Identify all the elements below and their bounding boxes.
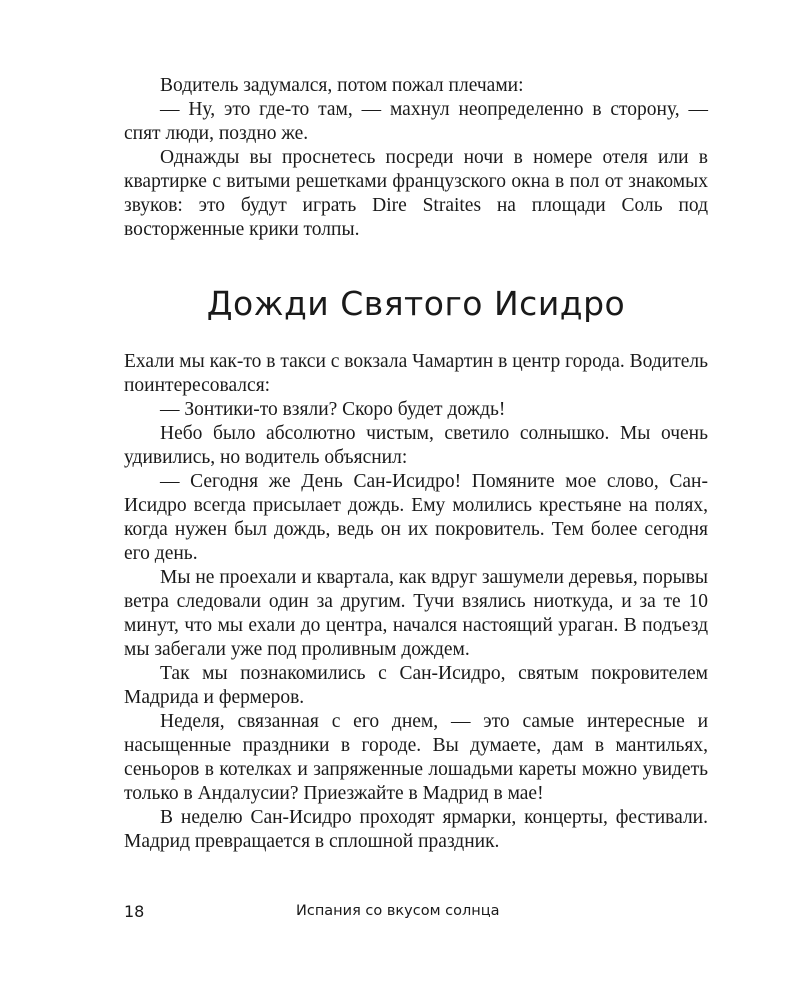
paragraph: Небо было абсолютно чистым, светило солнышко. Мы очень удивились, но водитель объяснил: bbox=[124, 423, 708, 468]
paragraph: Мы не проехали и квартала, как вдруг зашумели деревья, порывы ветра следовали один за другим. Тучи взялись ниоткуда, и за те 10 минут, что мы ехали до центра, начался настоящий ураган. В подъезд мы забегали уже под проливным дождем. bbox=[124, 567, 708, 660]
page-body bbox=[124, 74, 708, 854]
section-heading: Дожди Святого Исидро bbox=[206, 284, 626, 323]
running-title: Испания со вкусом солнца bbox=[296, 903, 500, 919]
page-number: 18 bbox=[124, 902, 145, 921]
paragraph: Неделя, связанная с его днем, — это самые интересные и насыщенные праздники в городе. Вы думаете, дам в мантильях, сеньоров в котелках и запряженные лошадьми кареты можно увидеть только в Андалусии? Приезжайте в Мадрид в мае! bbox=[124, 711, 708, 804]
paragraph: В неделю Сан-Исидро проходят ярмарки, концерты, фестивали. Мадрид превращается в сплошной праздник. bbox=[124, 807, 708, 852]
dialogue-paragraph: — Сегодня же День Сан-Исидро! Помяните мое слово, Сан-Исидро всегда присылает дождь. Ему молились крестьяне на полях, когда нужен был дождь, ведь он их покровитель. Тем более сегодня его день. bbox=[124, 471, 708, 564]
paragraph: Водитель задумался, потом пожал плечами: bbox=[160, 75, 524, 96]
paragraph: Так мы познакомились с Сан-Исидро, святым покровителем Мадрида и фермеров. bbox=[124, 663, 708, 708]
dialogue-paragraph: — Зонтики-то взяли? Скоро будет дождь! bbox=[160, 399, 506, 420]
paragraph: Ехали мы как-то в такси с вокзала Чамартин в центр города. Водитель поинтересовался: bbox=[124, 351, 708, 396]
paragraph: Однажды вы проснетесь посреди ночи в номере отеля или в квартирке с витыми решетками французского окна в пол от знакомых звуков: это будут играть Dire Straites на площади Соль под восторженные крики толпы. bbox=[124, 147, 708, 240]
dialogue-paragraph: — Ну, это где-то там, — махнул неопределенно в сторону, — спят люди, поздно же. bbox=[124, 99, 708, 144]
